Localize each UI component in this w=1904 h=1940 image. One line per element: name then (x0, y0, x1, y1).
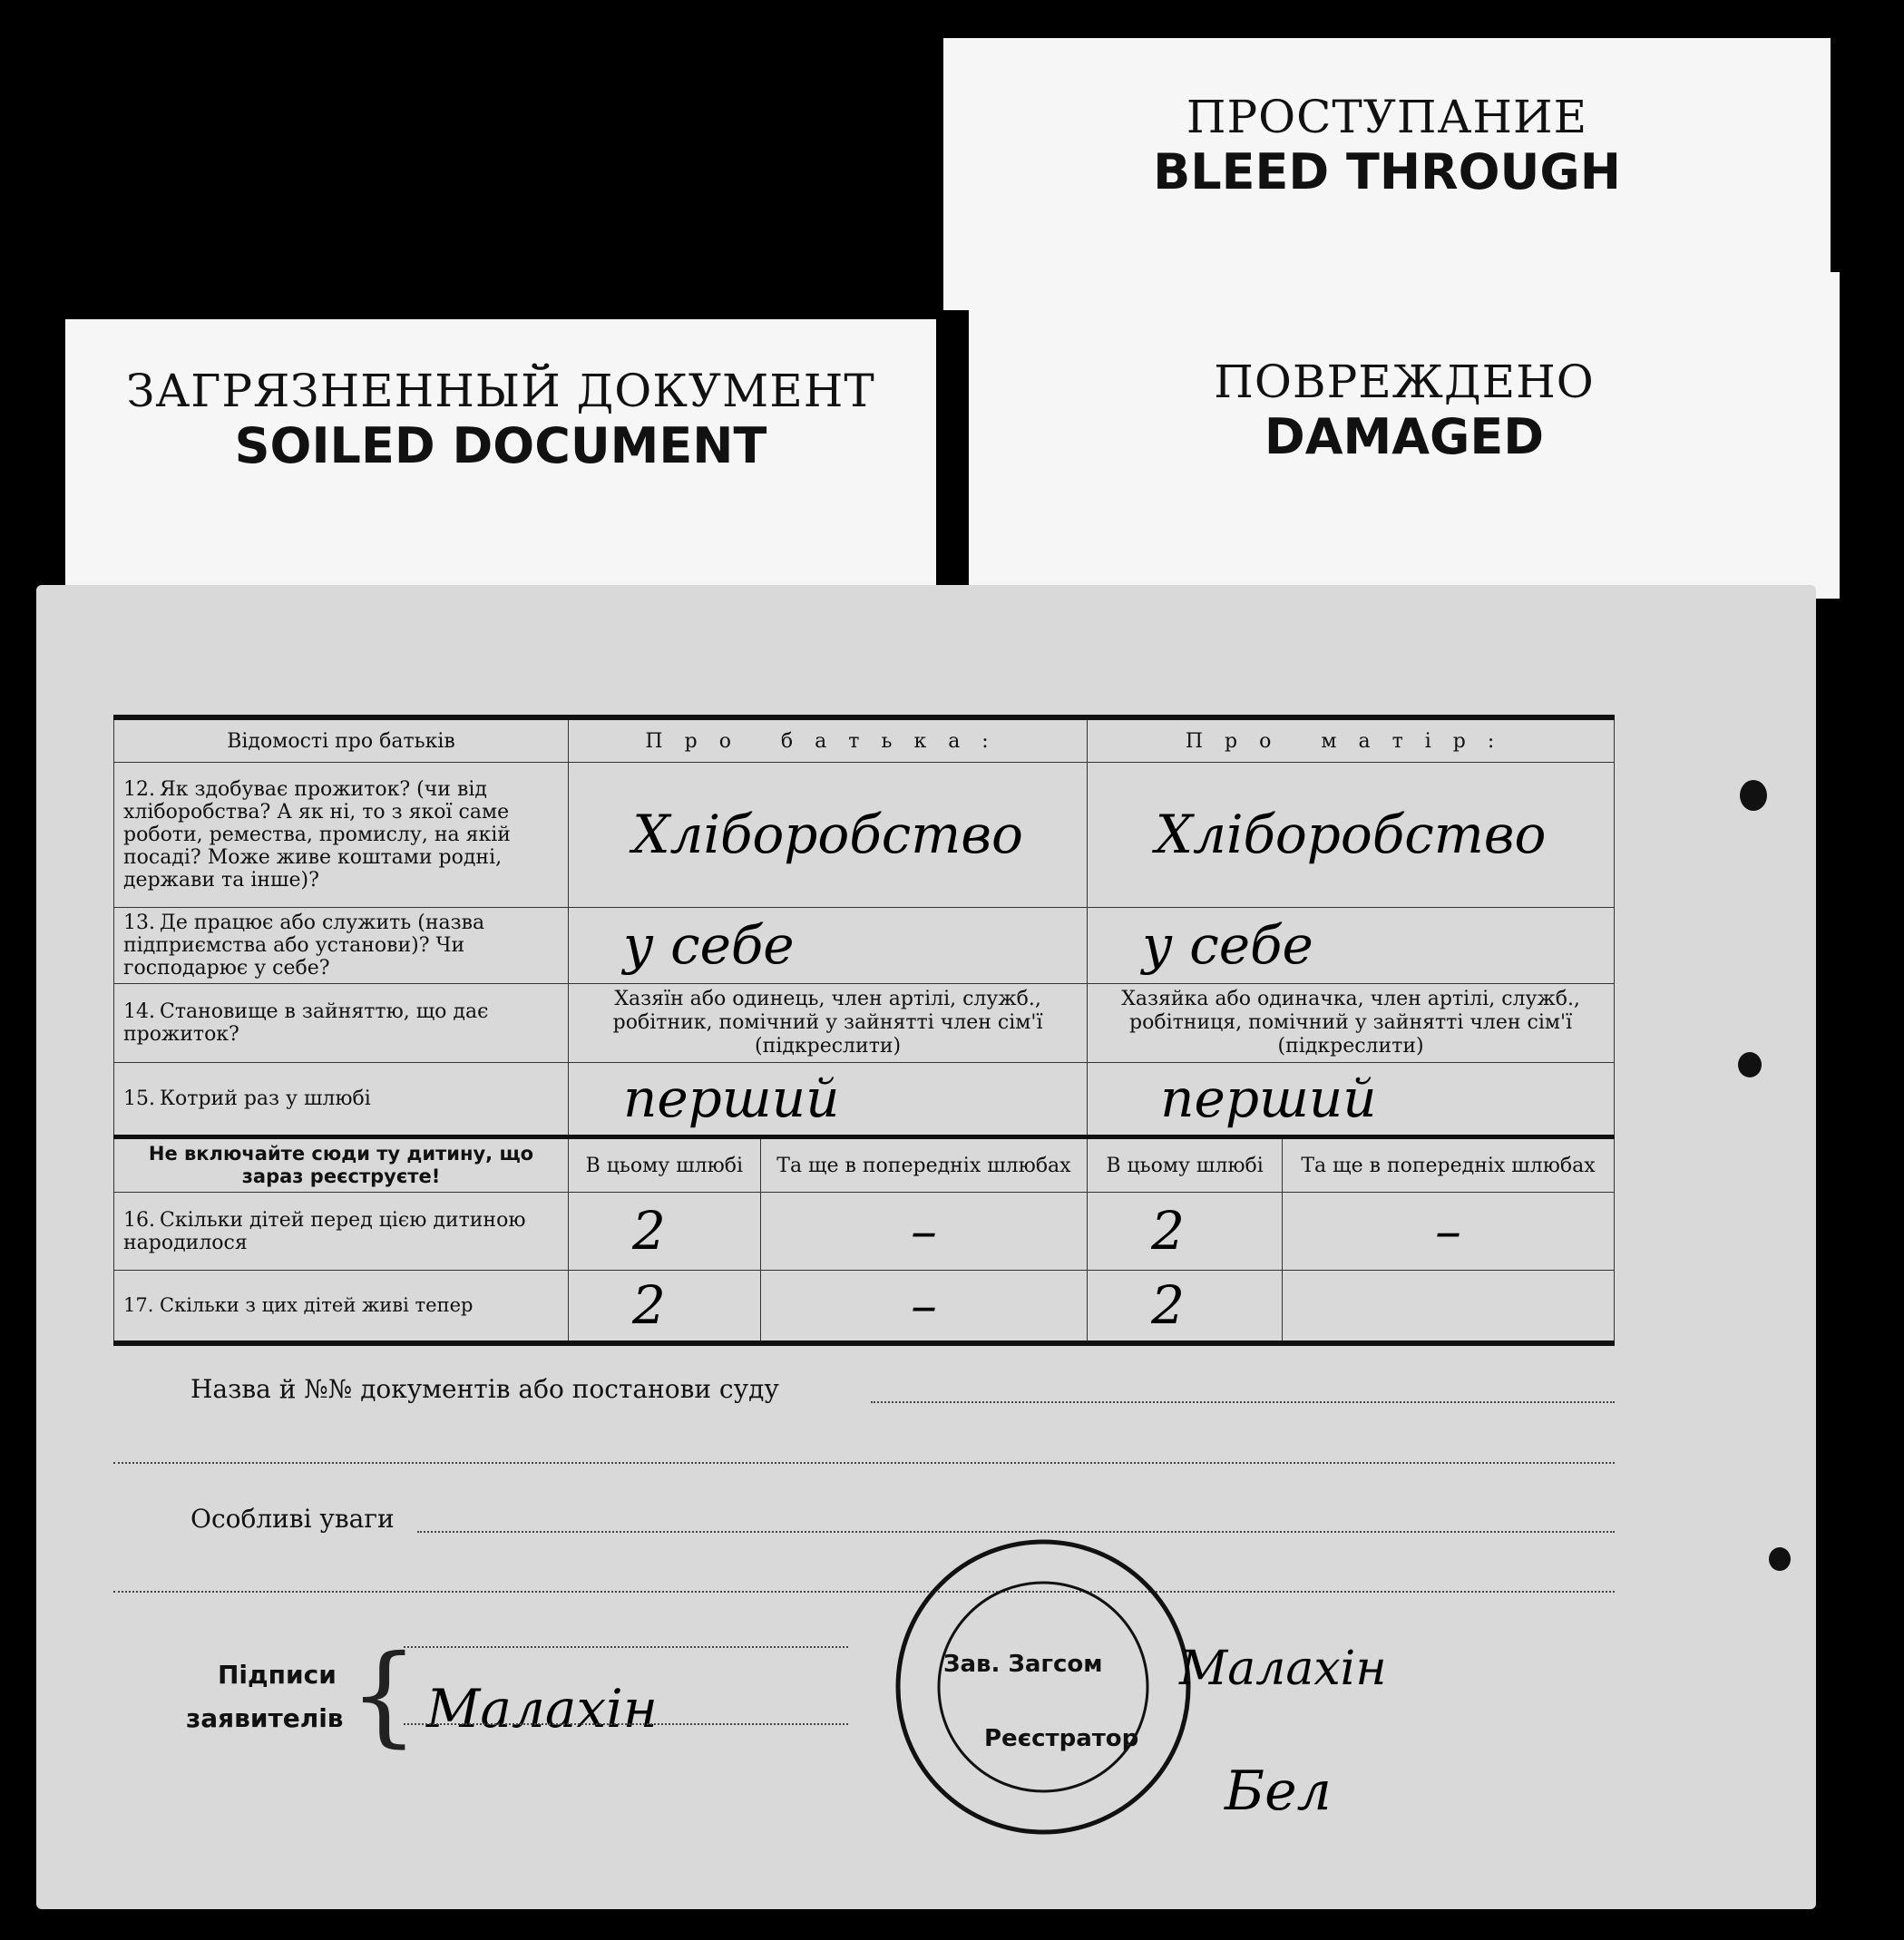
bleed-through-card (943, 38, 1831, 310)
signature-line-2 (404, 1723, 848, 1725)
mother-this-marriage-header: В цьому шлюбі (1088, 1137, 1283, 1193)
soiled-document-en: SOILED DOCUMENT (234, 417, 767, 474)
mother-workplace: у себе (1088, 908, 1615, 984)
punch-hole (1738, 1052, 1762, 1077)
official-stamp (889, 1533, 1197, 1841)
father-workplace: у себе (569, 908, 1088, 984)
father-children-alive-this: 2 (569, 1271, 761, 1343)
question-14: 14. Становище в зайняттю, що дає прожиток? (114, 984, 569, 1063)
stamp-registrar-label: Реєстратор (984, 1725, 1139, 1752)
documents-label: Назва й №№ документів або постанови суду (190, 1374, 779, 1404)
question-16: 16. Скільки дітей перед цією дитиною народилося (114, 1193, 569, 1271)
punch-hole (1769, 1547, 1791, 1571)
header-father: Про батька: (569, 717, 1088, 763)
mother-children-born-prev: – (1283, 1193, 1615, 1271)
mother-prev-marriage-header: Та ще в попередніх шлюбах (1283, 1137, 1615, 1193)
stamp-head-label: Зав. Загсом (943, 1651, 1103, 1678)
mother-occupation: Хліборобство (1088, 763, 1615, 908)
bleed-through-en: BLEED THROUGH (1153, 143, 1621, 200)
father-marriage-count: перший (569, 1063, 1088, 1137)
bleed-through-ru: ПРОСТУПАНИЕ (1186, 91, 1588, 143)
applicants-label: заявителів (186, 1703, 344, 1733)
mother-marriage-count: перший (1088, 1063, 1615, 1137)
soiled-document-card (65, 319, 936, 591)
children-note: Не включайте сюди ту дитину, що зараз реєструєте! (114, 1137, 569, 1193)
mother-status-options: Хазяйка або одиначка, член артілі, служб., робітниця, помічний у зайнятті член сім'ї (підкреслити) (1088, 984, 1615, 1063)
father-children-born-prev: – (760, 1193, 1087, 1271)
remarks-label: Особливі уваги (190, 1504, 395, 1534)
father-occupation: Хліборобство (569, 763, 1088, 908)
registrar-signature: Бел (1225, 1760, 1332, 1823)
mother-children-alive-prev (1283, 1271, 1615, 1343)
question-12: 12. Як здобуває прожиток? (чи від хліборобства? А як ні, то з якої саме роботи, ремества, промислу, на якій посаді? Може живе коштами родні, держави та інше)? (114, 763, 569, 908)
father-this-marriage-header: В цьому шлюбі (569, 1137, 761, 1193)
head-signature: Малахін (1179, 1642, 1387, 1696)
question-13: 13. Де працює або служить (назва підприємства або установи)? Чи господарює у себе? (114, 908, 569, 984)
father-children-alive-prev: – (760, 1271, 1087, 1343)
soiled-document-ru: ЗАГРЯЗНЕННЫЙ ДОКУМЕНТ (126, 365, 875, 417)
documents-line-2 (113, 1462, 1615, 1464)
applicant-signature: Малахін (426, 1678, 658, 1740)
damaged-en: DAMAGED (1264, 408, 1545, 465)
damaged-card (969, 272, 1840, 599)
father-prev-marriage-header: Та ще в попередніх шлюбах (760, 1137, 1087, 1193)
question-17: 17. Скільки з цих дітей живі тепер (114, 1271, 569, 1343)
parents-info-table (113, 715, 1615, 1346)
father-status-options: Хазяїн або одинець, член артілі, служб., робітник, помічний у зайнятті член сім'ї (підкреслити) (569, 984, 1088, 1063)
documents-line (871, 1401, 1615, 1403)
damaged-ru: ПОВРЕЖДЕНО (1214, 356, 1595, 408)
signature-line-1 (404, 1646, 848, 1648)
mother-children-alive-this: 2 (1088, 1271, 1283, 1343)
remarks-line-2 (113, 1591, 1615, 1593)
header-parents-info: Відомості про батьків (114, 717, 569, 763)
header-mother: Про матір: (1088, 717, 1615, 763)
question-15: 15. Котрий раз у шлюбі (114, 1063, 569, 1137)
signatures-label: Підписи (218, 1660, 337, 1690)
mother-children-born-this: 2 (1088, 1193, 1283, 1271)
father-children-born-this: 2 (569, 1193, 761, 1271)
brace: { (349, 1633, 419, 1759)
punch-hole (1740, 780, 1767, 811)
